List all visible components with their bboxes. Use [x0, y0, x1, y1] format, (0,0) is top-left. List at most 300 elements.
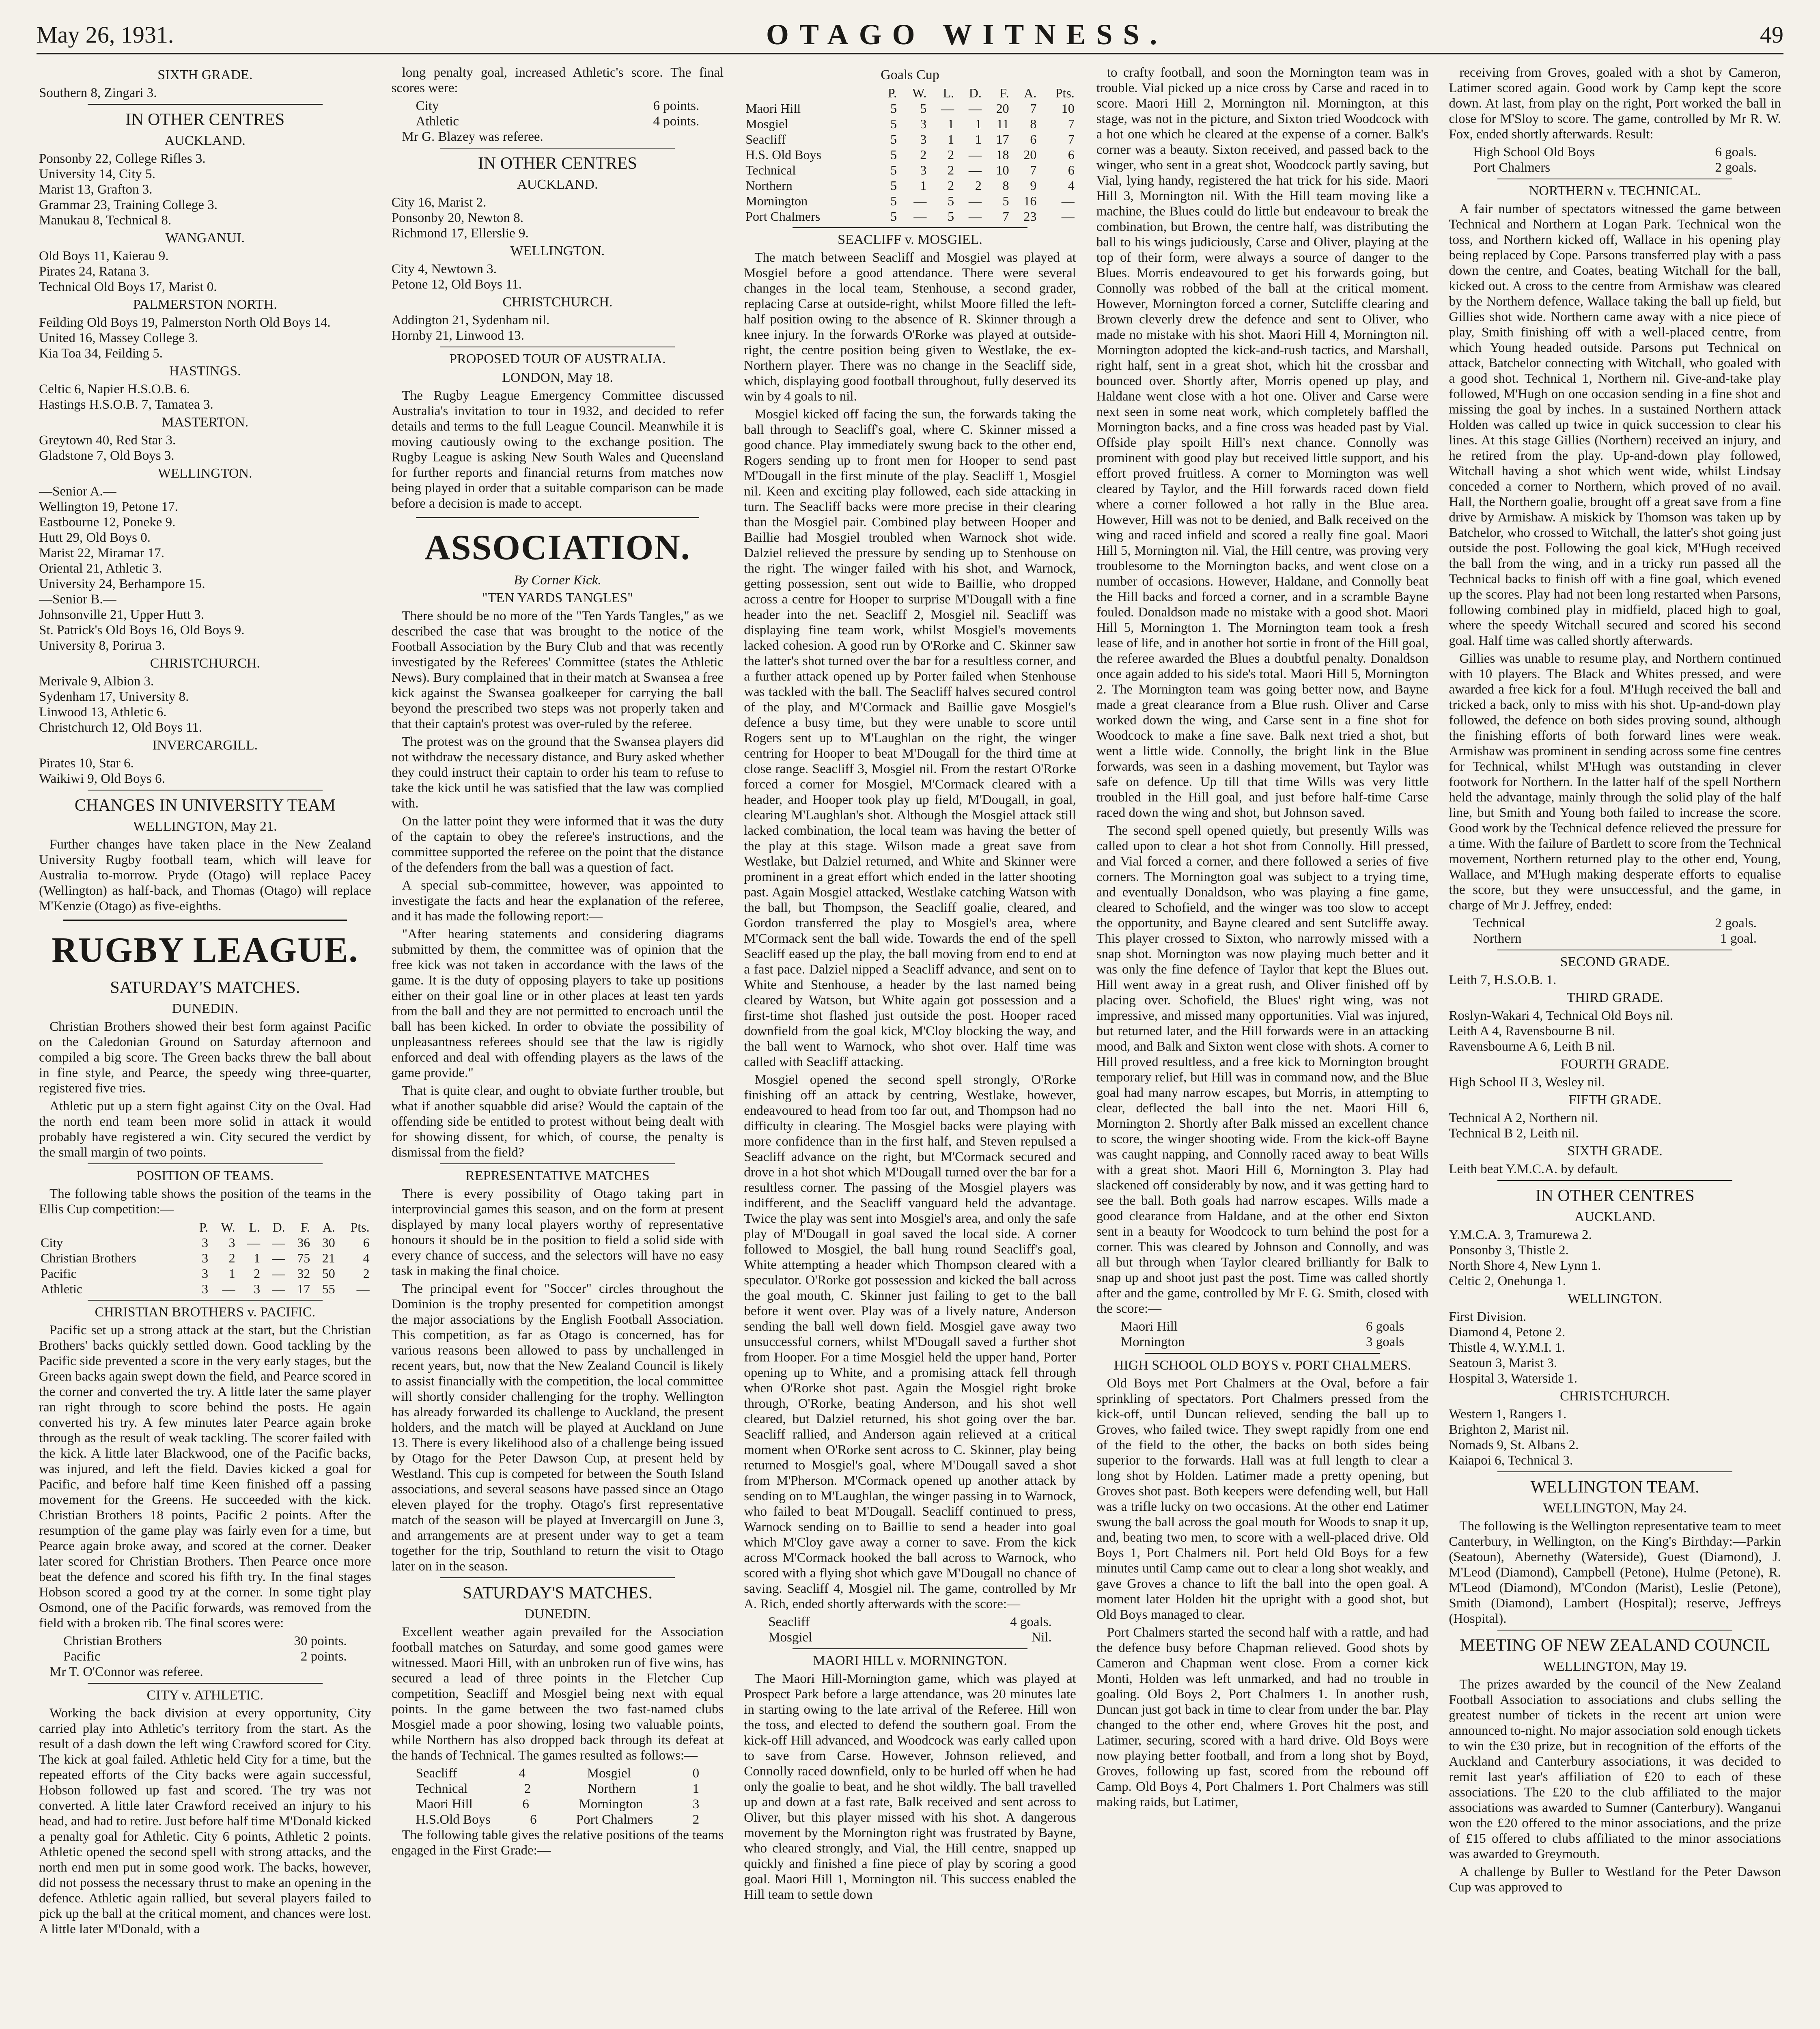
article-paragraph: There is every possibility of Otago taking part in interprovincial games this season, and on the form at present displayed by many local players worthy of representative honours it should be in the position to field a solid side with every chance of success, and the selectors will have no easy task in making the final choice.	[391, 1187, 724, 1278]
result-cell: 6 goals.	[1715, 145, 1757, 159]
score-line: First Division.	[1449, 1310, 1527, 1324]
section-heading: SATURDAY'S MATCHES.	[110, 978, 300, 997]
section-divider	[63, 920, 347, 921]
score-line: Ravensbourne A 6, Leith B nil.	[1449, 1039, 1615, 1054]
region-heading: DUNEDIN.	[172, 1001, 238, 1016]
score-line: Leith A 4, Ravensbourne B nil.	[1449, 1024, 1615, 1038]
column-5	[1446, 65, 1783, 2029]
result-cell: Maori Hill	[1120, 1319, 1178, 1334]
table-cell: —	[968, 194, 982, 208]
table-cell: 1	[948, 132, 954, 146]
result-cell: Mornington	[1120, 1335, 1185, 1349]
score-line: Manukau 8, Technical 8.	[39, 213, 172, 228]
result-cell: Athletic	[416, 114, 459, 129]
table-cell: Athletic	[41, 1282, 83, 1296]
section-heading: IN OTHER CENTRES	[1535, 1187, 1695, 1205]
table-cell: 5	[920, 101, 927, 116]
result-cell: Technical	[416, 1781, 468, 1796]
byline: By Corner Kick.	[514, 573, 601, 588]
section-heading: SATURDAY'S MATCHES.	[462, 1584, 653, 1603]
score-line: Ponsonby 22, College Rifles 3.	[39, 151, 206, 166]
article-paragraph: There should be no more of the "Ten Yards Tangles," as we described the case that was brought to the notice of the Football Association by the Bury Club and that was recently investigated by the Referees' Committee (states the Athletic News). Bury complained that in their match at Swansea a free kick against the Swansea goalkeeper for carrying the ball beyond the prescribed two steps was not properly taken and that their captain's protest was over-ruled by the referee.	[391, 609, 724, 731]
result-row	[1096, 1334, 1429, 1350]
result-cell: 6	[530, 1812, 537, 1827]
score-line: Gladstone 7, Old Boys 3.	[39, 448, 174, 463]
article-headline: REPRESENTATIVE MATCHES	[465, 1168, 650, 1183]
page-number: 49	[1760, 21, 1783, 48]
article-paragraph: A special sub-committee, however, was appointed to investigate the facts and hear the explanation of the referee, and it has made the following report:—	[391, 878, 724, 924]
region-heading: CHRISTCHURCH.	[502, 295, 613, 310]
table-cell: —	[968, 147, 982, 162]
result-row	[392, 98, 724, 114]
column-header: P.	[199, 1220, 209, 1234]
table-cell: —	[913, 209, 927, 224]
dateline: WELLINGTON, May 19.	[1543, 1659, 1687, 1674]
section-divider	[88, 104, 323, 105]
table-cell: 9	[1030, 178, 1037, 193]
column-header: L.	[943, 86, 954, 100]
table-header-row	[744, 85, 1076, 101]
score-line: Hornby 21, Linwood 13.	[391, 328, 524, 343]
region-heading: SIXTH GRADE.	[1567, 1144, 1663, 1159]
column-header: D.	[969, 86, 982, 100]
score-line: Leith beat Y.M.C.A. by default.	[1449, 1162, 1618, 1176]
article-paragraph: The following table shows the position of the teams in the Ellis Cup competition:—	[39, 1187, 371, 1217]
article-paragraph: That is quite clear, and ought to obviate further trouble, but what if another squabble did arise? Would the captain of the offending side be entitled to protest without being dealt with for showing dissent, for which, of course, the penalty is dismissal from the field?	[391, 1083, 724, 1160]
table-cell: 6	[1030, 132, 1037, 146]
result-cell: City	[416, 99, 439, 113]
article-paragraph: Mosgiel opened the second spell strongly, O'Rorke finishing off an attack by centring, Westlake, however, endeavoured to head from too far out, and Thompson had no difficulty in clearing. The Mosgiel backs were playing with more confidence than in the first half, and Steven repulsed a Seacliff advance on the right, but M'Cormack secured and drove in a hot shot which M'Dougall turned over the bar for a resultless corner. The passing of the Mosgiel players was indifferent, and the Seacliff vanguard held the advantage. Twice the play was sent into Mosgiel's area, and only the safe play of M'Dougall in goal saved the local side. A corner followed to Mosgiel, the ball hung round Seacliff's goal, White attempting a header which Thompson cleared with a speculator. O'Rorke got possession and kicked the ball across the goal mouth, C. Skinner just failing to get to the ball before it went over. Play was of a lively nature, Anderson sending the ball well down field. Mosgiel gave away two unsuccessful corners, whilst M'Dougall saved a further shot from Hooper. For a time Mosgiel held the upper hand, Porter opening up to White, and a promising attack fell through when O'Rorke shot past. Again the Mosgiel right broke through, O'Rorke, beating Anderson, and his shot well cleared, but Dalziel returned, his shot going over the bar. Seacliff rallied, and Anderson again relieved at a critical moment when O'Rorke sent across to C. Skinner, play being returned to Mosgiel's goal, where M'Dougall saved a shot from M'Pherson. M'Cormack opened up another attack by sending on to M'Laughlan, the winger passing in to Warnock, who failed to beat M'Dougall. Seacliff continued to press, Warnock sending on to Baillie to send a header into goal which M'Cloy gave away a corner to save. From the kick across M'Cormack hooked the ball across to Warnock, who scored with a flying shot which gave M'Dougall no chance of saving. Seacliff 4, Mosgiel nil. The game, controlled by Mr A. Rich, ended shortly afterwards with the score:—	[744, 1073, 1076, 1611]
result-cell: 6 points.	[653, 99, 700, 113]
section-banner: ASSOCIATION.	[424, 528, 691, 567]
table-cell: 2	[920, 147, 927, 162]
region-heading: AUCKLAND.	[1574, 1209, 1656, 1224]
columns	[37, 65, 1783, 2029]
result-cell: 2	[692, 1812, 700, 1827]
article-headline: CHANGES IN UNIVERSITY TEAM	[74, 796, 336, 815]
score-line: Celtic 6, Napier H.S.O.B. 6.	[39, 382, 190, 396]
table-row	[744, 116, 1076, 131]
result-row	[1096, 1319, 1429, 1334]
table-cell: 16	[1023, 194, 1037, 208]
table-cell: 7	[1002, 209, 1009, 224]
score-line: Marist 22, Miramar 17.	[39, 546, 164, 560]
table-cell: 6	[363, 1235, 370, 1250]
table-cell: —	[247, 1235, 261, 1250]
section-divider	[88, 1300, 323, 1301]
score-line: Leith 7, H.S.O.B. 1.	[1449, 973, 1557, 987]
score-line: Celtic 2, Onehunga 1.	[1449, 1274, 1566, 1288]
result-cell: Nil.	[1031, 1630, 1052, 1645]
result-cell: 2 points.	[300, 1649, 347, 1664]
section-divider	[88, 1163, 323, 1164]
article-paragraph: Excellent weather again prevailed for the Association football matches on Saturday, and some good games were witnessed. Maori Hill, with an unbroken run of five wins, has secured a lead of three points in the Fletcher Cup competition, Seacliff and Mosgiel being next with equal points. In the game between the two fast-named clubs Mosgiel made a poor showing, losing two valuable points, while Northern has also dropped back through its defeat at the hands of Technical. The games resulted as follows:—	[391, 1625, 724, 1763]
score-line: Grammar 23, Training College 3.	[39, 198, 218, 212]
result-row	[1449, 931, 1781, 946]
article-paragraph: Mosgiel kicked off facing the sun, the forwards taking the ball through to Seacliff's goal, where C. Skinner missed a good chance. Play immediately swung back to the other end, Rogers sending up to front men for Hooper to send past M'Dougall in the first minute of the play. Seacliff 1, Mosgiel nil. Keen and exciting play followed, each side attacking in turn. The Seacliff backs were more precise in their clearing than the Mosgiel pair. Combined play between Hooper and Baillie had Mosgiel troubled when Warnock shot wide. Dalziel relieved the pressure by sending up to Stenhouse on the right. The winger failed with his shot, and Warnock, getting possession, sent out wide to Baillie, who dropped across a centre for Hooper to surprise M'Dougall with a fine header into the net. Seacliff 2, Mosgiel nil. Seacliff was displaying fine team work, whilst Mosgiel's movements lacked cohesion. A good run by O'Rorke and C. Skinner saw the latter's shot turned over the bar for a resultless corner, and a further attack opened up by Porter failed when Stenhouse was tackled with the ball. The Seacliff halves secured control of the play, and M'Cormack and Baillie gave Mosgiel's defence a busy time, but they were unable to score until Rogers sent up to M'Laughlan on the right, the winger centring for Hooper to beat M'Dougall for the third time at close range. Seacliff 3, Mosgiel nil. From the restart O'Rorke forced a corner for Mosgiel, M'Cormack cleared with a header, and Hooper took play up field, M'Dougall, in goal, clearing M'Laughlan's shot. Although the Mosgiel attack still lacked combination, the local team was having the better of the play at this stage. Wilson made a great save from Westlake, but Dalziel returned, and White and Skinner were prominent in a great effort which ended in the latter shooting past. Again Mosgiel attacked, Westlake catching Watson with the ball, but Thompson, the Seacliff goalie, cleared, and Gordon transferred the play to Mosgiel's area, where M'Cormack sent the ball wide. Towards the end of the spell Seacliff eased up the play, the ball moving from end to end at a fast pace. Dalziel nipped a Seacliff advance, and sent on to White and Stenhouse, a header by the last named being cleared by Watson, but White again got possession and a first-time shot flashed just outside the post. Hooper raced downfield from the goal kick, M'Cloy blocking the way, and the ball went to Warnock, who shot over. Half time was called with Seacliff attacking.	[744, 407, 1076, 1069]
table-cell: 5	[890, 101, 897, 116]
table-cell: 3	[920, 132, 927, 146]
score-line: United 16, Massey College 3.	[39, 331, 198, 345]
table-cell: 6	[1068, 147, 1075, 162]
table-row	[744, 178, 1076, 193]
score-line: Pirates 10, Star 6.	[39, 756, 134, 771]
result-cell: 2 goals.	[1715, 916, 1757, 930]
dateline: WELLINGTON, May 21.	[133, 819, 277, 834]
score-line: Hutt 29, Old Boys 0.	[39, 530, 151, 545]
standings-table	[744, 85, 1076, 224]
score-line: Richmond 17, Ellerslie 9.	[391, 226, 529, 241]
table-cell: —	[272, 1251, 285, 1265]
table-cell: 7	[1068, 116, 1075, 131]
article-paragraph: Gillies was unable to resume play, and Northern continued with 10 players. The Black and Whites pressed, and were awarded a free kick for a foul. M'Hugh received the ball and tricked a back, only to miss with his shot. Up-and-down play followed, the defence on both sides proving sound, although the finishing efforts of both forward lines were weak. Armishaw was prominent in sending across some fine centres for Technical, whilst M'Hugh was outstanding in clever footwork for Northern. In the latter half of the spell Northern held the advantage, mainly through the solid play of the half line, but Smith and Young both failed to increase the score. Good work by the Technical defence relieved the pressure for a time. With the failure of Bartlett to score from the Technical movement, Northern returned play to the other end, Young, Wallace, and M'Hugh making desperate efforts to equalise the score, but they were unsuccessful, and the game, in charge of Mr J. Jeffrey, ended:	[1449, 651, 1781, 913]
result-cell: 30 points.	[294, 1634, 347, 1648]
column-header: A.	[1024, 86, 1037, 100]
table-cell: 2	[228, 1251, 235, 1265]
table-cell: 8	[1030, 116, 1037, 131]
table-cell: 1	[228, 1266, 235, 1281]
table-cell: 11	[996, 116, 1009, 131]
dateline: LONDON, May 18.	[502, 370, 613, 385]
score-line: Johnsonville 21, Upper Hutt 3.	[39, 607, 204, 622]
table-cell: 3	[920, 116, 927, 131]
result-row	[744, 1614, 1076, 1630]
article-headline: SEACLIFF v. MOSGIEL.	[838, 232, 982, 247]
column-header: L.	[249, 1220, 261, 1234]
table-cell: 75	[297, 1251, 310, 1265]
table-cell: 5	[890, 163, 897, 177]
table-row	[744, 209, 1076, 224]
section-divider	[416, 517, 700, 518]
referee-note: Mr G. Blazey was referee.	[402, 129, 543, 144]
table-cell: —	[1061, 194, 1075, 208]
article-paragraph: The Maori Hill-Mornington game, which was played at Prospect Park before a large attendance, was 20 minutes late in starting owing to the late arrival of the Referee. Hill won the toss, and elected to defend the southern goal. From the kick-off Hill advanced, and Woodcock was early called upon to save from Carse. However, Johnson relieved, and Connolly raced downfield, only to be hurled off when he had only the goalie to beat, and he shot wildly. The ball travelled up and down at a fast rate, Balk received and sent across to Oliver, but this player missed with his shot. A dangerous movement by the Mornington right was frustrated by Bayne, who cleared strongly, and Vial, the Hill centre, snapped up quickly and finished a fine piece of play by scoring a good goal. Maori Hill 1, Mornington nil. This success enabled the Hill team to settle down	[744, 1671, 1076, 1902]
region-heading: WELLINGTON.	[510, 243, 605, 258]
section-heading: SIXTH GRADE.	[157, 67, 253, 82]
table-cell: 5	[890, 209, 897, 224]
article-paragraph: "After hearing statements and considering diagrams submitted by them, the committee was of opinion that the free kick was not taken in accordance with the laws of the game. It is the duty of opposing players to take up positions either on their goal line or in other places at least ten yards from the ball and they are not permitted to encroach until the ball has been kicked. In order to obviate the possibility of unpleasantness referees should see that the law is rigidly enforced and deal with offending players as the laws of the game provide."	[391, 927, 724, 1080]
table-cell: 5	[1002, 194, 1009, 208]
article-paragraph: On the latter point they were informed that it was the duty of the captain to obey the referee's instructions, and the committee supported the referee on the point that the distance of the defenders from the ball was a question of fact.	[391, 814, 724, 875]
article-headline: POSITION OF TEAMS.	[136, 1168, 274, 1183]
table-row	[744, 193, 1076, 209]
region-heading: HASTINGS.	[169, 364, 241, 379]
table-cell: 4	[363, 1251, 370, 1265]
article-paragraph: The match between Seacliff and Mosgiel was played at Mosgiel before a good attendance. There were several changes in the local team, Stenhouse, a second grader, replacing Carse at outside-right, whilst Moore filled the left-half position owing to the absence of R. Skinner through a knee injury. In the forwards O'Rorke was played at outside-right, the centre position being given to Westlake, the ex-Northern player. There was no change in the Seacliff side, which, displaying good football throughout, fully deserved its win by 4 goals to nil.	[744, 250, 1076, 404]
table-cell: 8	[1002, 178, 1009, 193]
result-row	[1449, 915, 1781, 931]
score-line: Brighton 2, Marist nil.	[1449, 1422, 1569, 1437]
table-cell: 5	[890, 116, 897, 131]
result-cell: High School Old Boys	[1473, 145, 1595, 159]
table-cell: 32	[297, 1266, 310, 1281]
table-cell: Maori Hill	[745, 101, 801, 116]
article-paragraph: The following is the Wellington representative team to meet Canterbury, in Wellington, on the King's Birthday:—Parkin (Seatoun), Abernethy (Waterside), Guest (Diamond), J. M'Leod (Diamond), Campbell (Petone), Hulme (Petone), R. M'Leod (Diamond), M'Condon (Marist), Leslie (Petone), Smith (Diamond), Lambert (Hospital); reserve, Jeffreys (Hospital).	[1449, 1519, 1781, 1626]
score-line: Roslyn-Wakari 4, Technical Old Boys nil.	[1449, 1008, 1673, 1023]
result-row	[1449, 160, 1781, 175]
result-cell: Port Chalmers	[576, 1812, 653, 1827]
score-line: Petone 12, Old Boys 11.	[391, 277, 522, 292]
table-cell: 10	[1061, 101, 1075, 116]
article-paragraph: receiving from Groves, goaled with a shot by Cameron, Latimer scored again. Good work by Camp kept the score down. At last, from play on the right, Port worked the ball in close for M'Sloy to score. The game, controlled by Mr R. W. Fox, ended shortly afterwards. Result:	[1449, 65, 1781, 142]
article-paragraph: Port Chalmers started the second half with a rattle, and had the defence busy before Chapman relieved. Good shots by Cameron and Chapman went close. From a corner kick Monti, Holden was left unmarked, and had no trouble in goaling. Old Boys 2, Port Chalmers 1. In another rush, Duncan just got back in time to clear from under the bar. Play changed to the other end, where Groves hit the post, and Latimer, securing, scored with a hard drive. Old Boys were now playing better football, and from a long shot by Boyd, Groves, following up fast, scored from the rebound off Camp. Old Boys 4, Port Chalmers 1. Port Chalmers was still making raids, but Latimer,	[1096, 1625, 1429, 1809]
column-header: Pts.	[350, 1220, 370, 1234]
result-cell: Maori Hill	[416, 1797, 473, 1811]
score-line: Oriental 21, Athletic 3.	[39, 561, 162, 576]
section-divider	[1497, 1471, 1732, 1472]
result-cell: Christian Brothers	[63, 1634, 162, 1648]
article-headline: CITY v. ATHLETIC.	[146, 1688, 263, 1703]
column-header: W.	[912, 86, 927, 100]
region-heading: DUNEDIN.	[524, 1607, 591, 1622]
score-line: High School II 3, Wesley nil.	[1449, 1075, 1605, 1090]
region-heading: INVERCARGILL.	[152, 738, 258, 753]
score-line: Y.M.C.A. 3, Tramurewa 2.	[1449, 1228, 1592, 1242]
score-line: Thistle 4, W.Y.M.I. 1.	[1449, 1340, 1565, 1355]
score-line: —Senior B.—	[39, 592, 116, 607]
table-cell: 3	[202, 1266, 209, 1281]
result-row	[392, 1781, 724, 1796]
table-cell: Mosgiel	[745, 116, 788, 131]
result-cell: 6 goals	[1366, 1319, 1404, 1334]
score-line: North Shore 4, New Lynn 1.	[1449, 1258, 1601, 1273]
result-row	[392, 1796, 724, 1812]
result-cell: Mornington	[579, 1797, 643, 1811]
result-cell: 4 points.	[653, 114, 700, 129]
result-row	[39, 1649, 371, 1664]
score-line: Nomads 9, St. Albans 2.	[1449, 1438, 1579, 1452]
score-line: Greytown 40, Red Star 3.	[39, 433, 176, 448]
newspaper-title: OTAGO WITNESS.	[766, 18, 1168, 51]
table-row	[744, 101, 1076, 116]
result-row	[392, 1766, 724, 1781]
result-cell: 6	[522, 1797, 529, 1811]
article-headline: CHRISTIAN BROTHERS v. PACIFIC.	[95, 1305, 316, 1320]
result-cell: Northern	[587, 1781, 636, 1796]
referee-note: Mr T. O'Connor was referee.	[50, 1665, 203, 1679]
score-line: University 14, City 5.	[39, 167, 155, 181]
article-paragraph: The following table gives the relative positions of the teams engaged in the First Grade:—	[391, 1828, 724, 1858]
column-header	[744, 85, 878, 101]
section-divider	[793, 1648, 1027, 1649]
article-paragraph: The prizes awarded by the council of the New Zealand Football Association to associations and clubs selling the greatest number of tickets in the recent art union were announced to-night. No major association sold enough tickets to win the £30 prize, but in recognition of the efforts of the Auckland and Canterbury associations, it was decided to remit last year's affiliation of £20 to each of these associations. The £20 to the club affiliated to the major associations was awarded to Sumner (Canterbury). Wanganui won the £20 offered to the minor associations, and the prize of £15 offered to clubs affiliated to the minor associations was awarded to Greymouth.	[1449, 1677, 1781, 1861]
article-headline: NORTHERN v. TECHNICAL.	[1529, 183, 1701, 198]
region-heading: WELLINGTON.	[158, 466, 252, 481]
table-cell: 3	[202, 1235, 209, 1250]
region-heading: CHRISTCHURCH.	[150, 656, 260, 671]
column-header: F.	[300, 1220, 310, 1234]
table-row	[744, 147, 1076, 162]
table-cell: 5	[890, 178, 897, 193]
result-row	[1449, 144, 1781, 160]
table-cell: Pacific	[41, 1266, 77, 1281]
result-cell: 2	[524, 1781, 531, 1796]
table-cell: —	[222, 1282, 235, 1296]
score-line: St. Patrick's Old Boys 16, Old Boys 9.	[39, 623, 245, 638]
score-line: City 4, Newtown 3.	[391, 262, 497, 276]
table-cell: 2	[948, 163, 954, 177]
table-cell: Northern	[745, 178, 793, 193]
result-cell: Technical	[1473, 916, 1525, 930]
region-heading: FOURTH GRADE.	[1560, 1057, 1669, 1072]
result-cell: 1 goal.	[1720, 931, 1757, 946]
result-cell: 1	[692, 1781, 700, 1796]
table-cell: 2	[254, 1266, 261, 1281]
table-cell: —	[356, 1282, 370, 1296]
article-paragraph: The protest was on the ground that the Swansea players did not withdraw the necessary distance, and Bury asked whether they could instruct their captain to order his team to refuse to take the kick until he was satisfied that the law was complied with.	[391, 734, 724, 811]
result-cell: 3 goals	[1366, 1335, 1404, 1349]
score-line: Linwood 13, Athletic 6.	[39, 705, 167, 719]
result-row	[744, 1630, 1076, 1645]
result-cell: 3	[692, 1797, 700, 1811]
article-paragraph: Athletic put up a stern fight against City on the Oval. Had the north end team been more solid in attack it would probably have registered a win. City secured the verdict by the small margin of two points.	[39, 1099, 371, 1160]
result-cell: Port Chalmers	[1473, 160, 1551, 175]
column-header: A.	[322, 1220, 335, 1234]
issue-date: May 26, 1931.	[37, 21, 174, 48]
article-paragraph: Pacific set up a strong attack at the start, but the Christian Brothers' backs quickly settled down. Good tackling by the Pacific side prevented a score in the very early stages, but the Green backs again swept down the field, and Pearce scored in the corner and converted the try. A little later the same player ran right through to score behind the posts. He again converted his try. A few minutes later Pearce again broke through as the result of weak tackling. The scorer failed with the kick. A little later Blackwood, one of the Pacific backs, was injured, and left the field. Davies kicked a goal for Pacific, and before half time Keen finished off a passing movement for the Greens. He succeeded with the kick. Christian Brothers 18 points, Pacific 2 points. After the resumption of the game play was fairly even for a time, but Pearce again broke away, and scored at the corner. Deaker later scored for Christian Brothers. Then Pearce once more beat the defence and scored his fifth try. In the final stages Hobson scored a good try at the corner. In some tight play Osmond, one of the Pacific forwards, was removed from the field with a broken rib. The final scores were:	[39, 1323, 371, 1631]
table-cell: 7	[1030, 163, 1037, 177]
table-cell: 3	[228, 1235, 235, 1250]
score-line: Old Boys 11, Kaierau 9.	[39, 249, 169, 263]
score-line: Diamond 4, Petone 2.	[1449, 1325, 1566, 1340]
result-cell: 2 goals.	[1715, 160, 1757, 175]
score-line: Wellington 19, Petone 17.	[39, 500, 178, 514]
column-header: P.	[887, 86, 897, 100]
article-paragraph: Further changes have taken place in the New Zealand University Rugby football team, which will leave for Australia to-morrow. Pryde (Otago) will replace Pacey (Wellington) as half-back, and Thomas (Otago) will replace M'Kenzie (Otago) as five-eighths.	[39, 837, 371, 913]
score-line: Technical Old Boys 17, Marist 0.	[39, 280, 217, 294]
article-paragraph: A fair number of spectators witnessed the game between Technical and Northern at Logan Park. Technical won the toss, and Northern kicked off, Wallace in his opening play being replaced by Cope. Parsons transferred play with a pass down the centre, and Coates, beating Witchall for the ball, kicked out. A cross to the centre from Armishaw was cleared by the Northern defence, Wallace taking the ball up field, but Gillies shot wide. Northern came away with a nice piece of play, Smith finishing off with a well-placed centre, from which Young headed outside. Parsons put Technical on attack, Batchelor connecting with Witchall, who goaled with a good shot. Technical 1, Northern nil. Give-and-take play followed, M'Hugh on one occasion sending in a fine shot and missing the goal by inches. In a sustained Northern attack Holden was called up twice in quick succession to clear his lines. At this stage Gillies (Northern) received an injury, and he retired from the play. Up-and-down play followed, Witchall having a shot which went wide, whilst Lindsay conceded a corner to Northern, which proved of no avail. Hall, the Northern goalie, brought off a great save from a fine drive by Armishaw. A miskick by Thomson was taken up by Batchelor, who crossed to Witchall, the latter's shot going just outside the post. Following the goal kick, M'Hugh received the ball from the wing, and in a tricky run passed all the Technical backs to finish off with a fine goal, which evened up the scores. Play had not been long restarted when Parsons, following combined play in midfield, placed high to goal, where the speedy Witchall secured and scored his second goal. Half time was called shortly afterwards.	[1449, 202, 1781, 648]
section-divider	[440, 1163, 675, 1164]
table-cell: 1	[254, 1251, 261, 1265]
column-header: D.	[272, 1220, 285, 1234]
table-cell: 36	[297, 1235, 310, 1250]
table-group-label: Goals Cup	[881, 67, 939, 82]
table-cell: —	[968, 163, 982, 177]
score-line: Southern 8, Zingari 3.	[39, 86, 157, 100]
score-line: Feilding Old Boys 19, Palmerston North Old Boys 14.	[39, 315, 331, 330]
result-row	[392, 114, 724, 129]
table-cell: 1	[948, 116, 954, 131]
column-1	[37, 65, 374, 2029]
region-heading: WANGANUI.	[165, 230, 245, 246]
table-cell: 2	[975, 178, 982, 193]
score-line: Merivale 9, Albion 3.	[39, 674, 154, 689]
section-divider	[440, 148, 675, 149]
table-row	[39, 1266, 371, 1281]
score-line: University 8, Porirua 3.	[39, 638, 165, 653]
article-paragraph: long penalty goal, increased Athletic's score. The final scores were:	[391, 65, 724, 95]
table-cell: 5	[948, 209, 954, 224]
result-cell: Northern	[1473, 931, 1522, 946]
result-row	[39, 1633, 371, 1649]
masthead	[37, 16, 1783, 54]
table-cell: 6	[1068, 163, 1075, 177]
table-cell: Christian Brothers	[41, 1251, 136, 1265]
table-cell: 5	[890, 194, 897, 208]
score-line: Hastings H.S.O.B. 7, Tamatea 3.	[39, 397, 213, 412]
score-line: Kaiapoi 6, Technical 3.	[1449, 1453, 1573, 1468]
table-cell: 7	[1068, 132, 1075, 146]
article-paragraph: Old Boys met Port Chalmers at the Oval, before a fair sprinkling of spectators. Port Chalmers pressed from the kick-off, until Duncan relieved, sending the ball up to Groves, who failed twice. They swept rapidly from one end of the field to the other, the backs on both sides being superior to the forwards. Hall was at full length to clear a long shot by Holden. Latimer made a pretty opening, but Groves shot past. Both keepers were defending well, but Hall was a trifle lucky on two occasions. At the other end Latimer swung the ball across the goal mouth for Woods to snap it up, and, beating two men, to score with a well-placed drive. Old Boys 1, Port Chalmers nil. Port held Old Boys for a few minutes until Camp came out to clear a long shot weakly, and gave Groves a chance to lift the ball into the open goal. A moment later Holden hit the upright with a good shot, but Old Boys managed to clear.	[1096, 1376, 1429, 1622]
standings-table	[39, 1219, 371, 1297]
score-line: Eastbourne 12, Poneke 9.	[39, 515, 176, 530]
score-line: —Senior A.—	[39, 484, 116, 499]
table-cell: 3	[202, 1282, 209, 1296]
section-divider	[440, 1577, 675, 1578]
table-cell: 1	[975, 132, 982, 146]
article-paragraph: A challenge by Buller to Westland for the Peter Dawson Cup was approved to	[1449, 1865, 1781, 1895]
score-line: Kia Toa 34, Feilding 5.	[39, 346, 163, 361]
table-cell: —	[968, 209, 982, 224]
result-cell: Seacliff	[416, 1766, 457, 1781]
result-cell: H.S.Old Boys	[416, 1812, 491, 1827]
score-line: Pirates 24, Ratana 3.	[39, 264, 150, 279]
result-cell: Pacific	[63, 1649, 101, 1664]
result-row	[392, 1812, 724, 1827]
table-cell: 5	[948, 194, 954, 208]
column-4	[1094, 65, 1431, 2029]
score-line: Waikiwi 9, Old Boys 6.	[39, 771, 165, 786]
table-cell: 2	[948, 178, 954, 193]
score-line: Technical B 2, Leith nil.	[1449, 1126, 1579, 1141]
table-cell: —	[272, 1266, 285, 1281]
article-headline: HIGH SCHOOL OLD BOYS v. PORT CHALMERS.	[1114, 1358, 1411, 1373]
result-cell: 0	[692, 1766, 700, 1781]
column-header: F.	[999, 86, 1009, 100]
region-heading: PALMERSTON NORTH.	[133, 297, 277, 312]
table-cell: —	[941, 101, 954, 116]
result-cell: 4 goals.	[1010, 1615, 1052, 1629]
score-line: Christchurch 12, Old Boys 11.	[39, 720, 202, 735]
table-cell: Technical	[745, 163, 796, 177]
article-paragraph: to crafty football, and soon the Mornington team was in trouble. Vial picked up a nice cross by Carse and raced in to score. Maori Hill 2, Mornington nil. Mornington, at this stage, was not in the picture, and Sixton tried Woodcock with a hot one which he cleared at the expense of a corner. Balk's corner was a beauty. Sixton received, and passed back to the winger, who sent in a great shot, Woodcock partly saving, but Vial, lying handy, registered the hat trick for his side. Maori Hill 3, Mornington nil. With the Hill team moving like a machine, the Blues could do little but endeavour to break the combination, but Brown, the centre half, was distributing the ball to his wings judiciously, Carse and Oliver, playing at the top of their form, were always a source of danger to the Blues. Morris endeavoured to get his forwards going, but Connolly was robbed of the ball at the critical moment. However, Mornington forced a corner, Sutcliffe clearing and Brown cleverly drew the defence and sent to Oliver, who made no mistake with his shot. Maori Hill 4, Mornington nil. Mornington adopted the kick-and-rush tactics, and Marshall, right half, sent in a great shot, which hit the crossbar and bounced over. Shortly after, Morris opened up play, and Haldane went close with a hot one. Oliver and Carse were next seen in some neat work, which completely baffled the Mornington backs, and a fine cross was headed past by Vial. Offside play spoilt Hill's next chance. Connolly was prominent with good play but received little support, and his effort proved fruitless. A corner to Mornington was well cleared by Taylor, and the Hill forwards raced down field where a corner followed a hot rally in the Blue area. However, Hill was not to be denied, and Balk received on the wing and raced infield and scored a really fine goal. Maori Hill 5, Mornington nil. Vial, the Hill centre, was proving very troublesome to the Mornington backs, and went close on a number of occasions. However, Haldane, and Connolly beat the Hill backs and forced a corner, and in a scramble Bayne fouled. Donaldson made no mistake with a good shot. Maori Hill 5, Mornington 1. The Mornington team took a fresh lease of life, and in another hot sortie in front of the Hill goal, the referee awarded the Blues a doubtful penalty. Donaldson once again added to his side's total. Maori Hill 5, Mornington 2. The Mornington team was going better now, and Bayne made a great clearance from a Blue rush. Oliver and Carse worked down the wing, and Carse sent in a fine shot for Woodcock to make a fine save. Balk next tried a shot, but went a little wide. Connolly, the bright link in the Blue forwards, was seen in a dashing movement, but Taylor was safe on defence. Up till that time Wills was very little troubled in the Hill goal, and just before half-time Carse raced down the wing and shot, but Johnson saved.	[1096, 65, 1429, 820]
result-cell: Seacliff	[768, 1615, 810, 1629]
table-cell: Seacliff	[745, 132, 786, 146]
table-cell: —	[968, 101, 982, 116]
score-line: Western 1, Rangers 1.	[1449, 1407, 1567, 1422]
table-cell: Mornington	[745, 194, 808, 208]
article-paragraph: Working the back division at every opportunity, City carried play into Athletic's territory from the start. As the result of a dash down the left wing Crawford scored for City. The kick at goal failed. Athletic held City for a time, but the repeated efforts of the City backs were again successful, Hobson followed up fast and scored. The try was not converted. A little later Crawford received an injury to his head, and had to retire. Just before half time M'Donald kicked a penalty goal for Athletic. City 6 points, Athletic 2 points. Athletic opened the second spell with strong attacks, and the north end men put in some good work. The backs, however, did not possess the necessary thrust to make an opening in the defence. Athletic again rallied, but several players failed to pick up the ball at the critical moment, and chances were lost. A little later M'Donald, with a	[39, 1706, 371, 1936]
article-paragraph: Christian Brothers showed their best form against Pacific on the Caledonian Ground on Saturday afternoon and compiled a big score. The Green backs threw the ball about in fine style, and Pearce, the speedy wing three-quarter, registered five tries.	[39, 1019, 371, 1096]
table-cell: 21	[322, 1251, 335, 1265]
section-divider	[1497, 1630, 1732, 1631]
table-cell: 3	[920, 163, 927, 177]
table-cell: 1	[975, 116, 982, 131]
table-cell: 17	[996, 132, 1009, 146]
section-divider	[88, 1683, 323, 1684]
article-headline: PROPOSED TOUR OF AUSTRALIA.	[449, 351, 666, 366]
table-row	[39, 1235, 371, 1250]
section-banner: RUGBY LEAGUE.	[52, 930, 359, 970]
region-heading: FIFTH GRADE.	[1568, 1092, 1661, 1107]
region-heading: MASTERTON.	[162, 415, 249, 430]
table-cell: 5	[890, 132, 897, 146]
section-divider	[1145, 1353, 1380, 1354]
table-cell: 1	[920, 178, 927, 193]
article-headline: MEETING OF NEW ZEALAND COUNCIL	[1460, 1636, 1770, 1655]
table-header-row	[39, 1219, 371, 1235]
table-cell: 3	[254, 1282, 261, 1296]
table-cell: 10	[996, 163, 1009, 177]
table-cell: 55	[322, 1282, 335, 1296]
table-cell: City	[41, 1235, 63, 1250]
article-headline: "TEN YARDS TANGLES"	[482, 590, 633, 605]
table-cell: 20	[996, 101, 1009, 116]
article-paragraph: The Rugby League Emergency Committee discussed Australia's invitation to tour in 1932, and decided to refer details and terms to the full League Council. Meanwhile it is moving cautiously owing to the exchange position. The Rugby League is asking New South Wales and Queensland for further reports and financial returns from matches now being played in order that a suitable comparison can be made before a decision is made to accept.	[391, 388, 724, 511]
column-2	[389, 65, 726, 2029]
score-line: Technical A 2, Northern nil.	[1449, 1111, 1598, 1125]
table-cell: 2	[363, 1266, 370, 1281]
